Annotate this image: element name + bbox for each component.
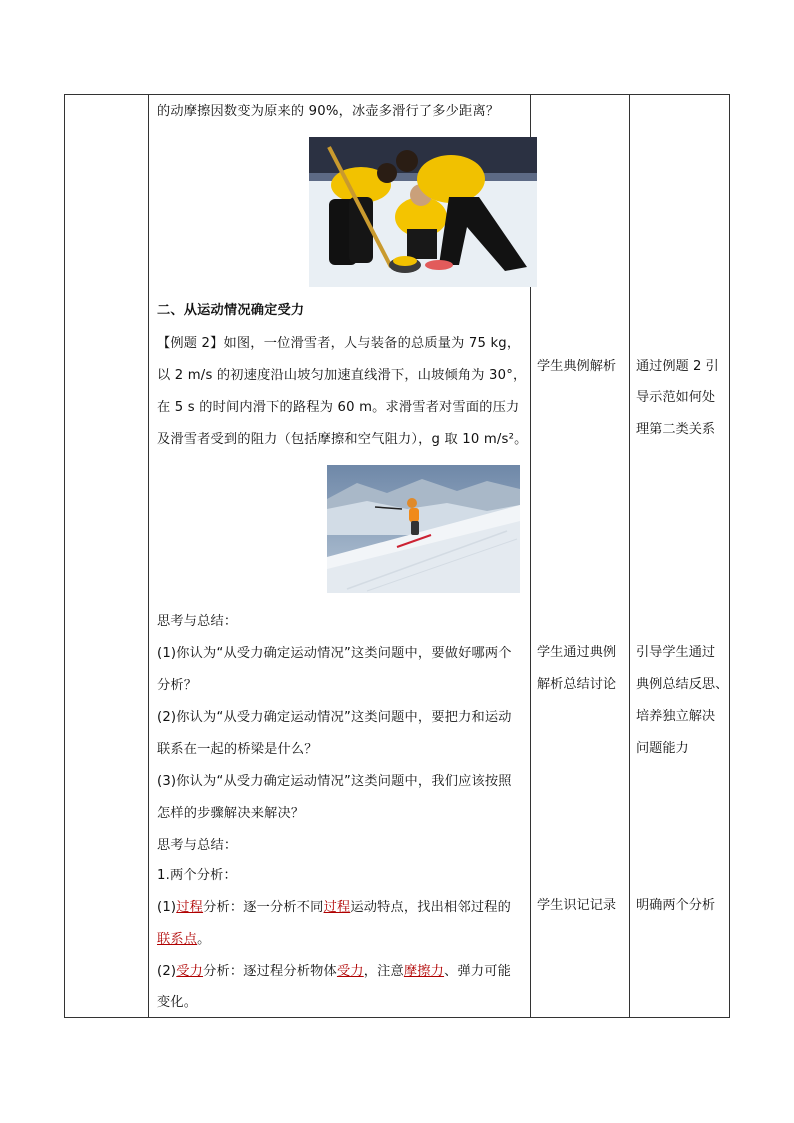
example-line: 及滑雪者受到的阻力（包括摩擦和空气阻力），g 取 10 m/s²。 — [157, 432, 528, 447]
section-heading: 二、从运动情况确定受力 — [157, 303, 305, 318]
intent-text: 典例总结反思、 — [636, 677, 729, 692]
text-segment: 、弹力可能 — [444, 964, 511, 979]
example-line: 【例题 2】如图，一位滑雪者，人与装备的总质量为 75 kg， — [157, 336, 521, 351]
intent-text: 理第二类关系 — [636, 422, 716, 437]
text-segment: 分析：逐一分析不同 — [203, 900, 324, 915]
text-segment: (2) — [157, 964, 177, 979]
think-title: 思考与总结： — [157, 838, 238, 853]
example-line: 在 5 s 的时间内滑下的路程为 60 m。求滑雪者对雪面的压力 — [157, 400, 520, 415]
key-term: 过程 — [323, 900, 351, 915]
intent-text: 通过例题 2 引 — [636, 359, 719, 374]
content-cell — [149, 95, 530, 1017]
analysis-line-2 — [157, 962, 526, 982]
curling-illustration — [309, 137, 537, 287]
question-line: 怎样的步骤解决来解决？ — [157, 806, 305, 821]
question-line: (1)你认为“从受力确定运动情况”这类问题中，要做好哪两个 — [157, 646, 512, 661]
two-analyses-heading: 1.两个分析： — [157, 868, 237, 883]
design-intent-cell — [630, 95, 730, 1017]
text-segment: 运动特点，找出相邻过程的 — [350, 900, 511, 915]
intent-text: 明确两个分析 — [636, 898, 716, 913]
activity-text: 学生识记记录 — [537, 898, 617, 913]
activity-text: 学生典例解析 — [537, 359, 617, 374]
question-line: 联系在一起的桥梁是什么？ — [157, 742, 318, 757]
question-line: (3)你认为“从受力确定运动情况”这类问题中，我们应该按照 — [157, 774, 512, 789]
text-segment: 分析：逐过程分析物体 — [203, 964, 337, 979]
question-line: (2)你认为“从受力确定运动情况”这类问题中，要把力和运动 — [157, 710, 512, 725]
key-term: 受力 — [176, 964, 204, 979]
text-segment: (1) — [157, 900, 177, 915]
analysis-line-2-cont: 变化。 — [157, 995, 198, 1010]
text-line: 的动摩擦因数变为原来的 90%，冰壶多滑行了多少距离？ — [157, 104, 500, 119]
key-term: 受力 — [336, 964, 364, 979]
lesson-plan-table — [64, 94, 730, 1018]
key-term: 过程 — [176, 900, 204, 915]
activity-text: 解析总结讨论 — [537, 677, 617, 692]
intent-text: 导示范如何处 — [636, 390, 716, 405]
question-line: 分析？ — [157, 678, 198, 693]
text-segment: ，注意 — [363, 964, 404, 979]
analysis-line-1-cont — [157, 930, 526, 950]
skier-illustration — [327, 465, 520, 593]
text-segment: 。 — [197, 932, 211, 947]
curling-photo — [309, 137, 537, 287]
activity-text: 学生通过典例 — [537, 645, 617, 660]
intent-text: 培养独立解决 — [636, 709, 716, 724]
intent-text: 问题能力 — [636, 741, 689, 756]
student-activity-cell — [531, 95, 629, 1017]
analysis-line-1 — [157, 898, 526, 918]
skier-photo — [327, 465, 520, 593]
key-term: 摩擦力 — [403, 964, 445, 979]
example-line: 以 2 m/s 的初速度沿山坡匀加速直线滑下，山坡倾角为 30°， — [157, 368, 527, 383]
think-title: 思考与总结： — [157, 614, 238, 629]
key-term: 联系点 — [157, 932, 198, 947]
intent-text: 引导学生通过 — [636, 645, 716, 660]
empty-cell — [65, 95, 148, 1017]
